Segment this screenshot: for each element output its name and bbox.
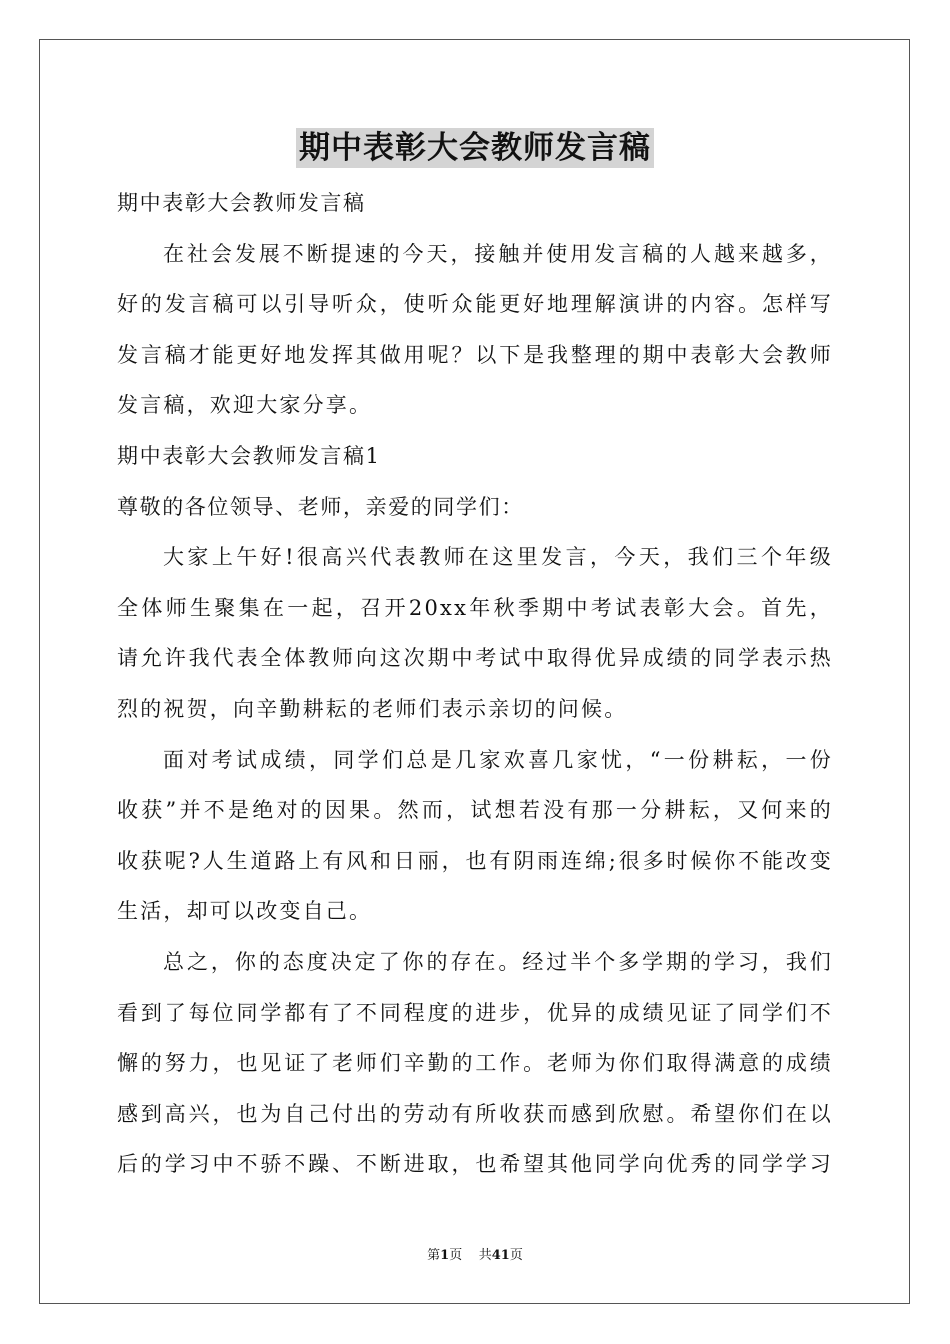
paragraph-line: 烈的祝贺，向辛勤耕耘的老师们表示亲切的问候。 — [117, 696, 628, 721]
paragraph-line: 全体师生聚集在一起，召开20xx年秋季期中考试表彰大会。首先， — [117, 595, 833, 620]
intro-paragraph — [117, 229, 833, 431]
paragraph-line: 面对考试成绩，同学们总是几家欢喜几家忧，“一份耕耘，一份 — [163, 747, 833, 772]
paragraph-line: 发言稿，欢迎大家分享。 — [117, 393, 373, 418]
page-number: 1 — [440, 1248, 450, 1263]
paragraph-line: 后的学习中不骄不躁、不断进取，也希望其他同学向优秀的同学学习 — [117, 1152, 833, 1177]
page-suffix: 页 — [449, 1248, 463, 1263]
body-paragraph-1 — [117, 532, 833, 734]
total-suffix: 页 — [509, 1248, 523, 1263]
section-heading: 期中表彰大会教师发言稿1 — [117, 443, 381, 468]
paragraph-line: 请允许我代表全体教师向这次期中考试中取得优异成绩的同学表示热 — [117, 646, 833, 671]
title-container — [0, 128, 950, 168]
paragraph-line: 好的发言稿可以引导听众，使听众能更好地理解演讲的内容。怎样写 — [117, 292, 833, 317]
document-title: 期中表彰大会教师发言稿 — [296, 128, 654, 168]
page-footer — [0, 1247, 950, 1265]
total-prefix: 共 — [478, 1248, 492, 1263]
document-body — [117, 178, 833, 1190]
page-prefix: 第 — [427, 1248, 441, 1263]
paragraph-line: 在社会发展不断提速的今天，接触并使用发言稿的人越来越多， — [163, 241, 833, 266]
document-subtitle: 期中表彰大会教师发言稿 — [117, 191, 366, 215]
body-paragraph-2 — [117, 735, 833, 937]
paragraph-line: 收获呢?人生道路上有风和日丽，也有阴雨连绵;很多时候你不能改变 — [117, 848, 833, 873]
paragraph-line: 看到了每位同学都有了不同程度的进步，优异的成绩见证了同学们不 — [117, 1000, 833, 1025]
paragraph-line: 收获”并不是绝对的因果。然而，试想若没有那一分耕耘，又何来的 — [117, 798, 833, 823]
paragraph-line: 感到高兴，也为自己付出的劳动有所收获而感到欣慰。希望你们在以 — [117, 1101, 833, 1126]
paragraph-line: 大家上午好!很高兴代表教师在这里发言，今天，我们三个年级 — [163, 545, 833, 570]
paragraph-line: 懈的努力，也见证了老师们辛勤的工作。老师为你们取得满意的成绩 — [117, 1051, 833, 1076]
paragraph-line: 总之，你的态度决定了你的存在。经过半个多学期的学习，我们 — [163, 949, 833, 974]
paragraph-line: 发言稿才能更好地发挥其做用呢？以下是我整理的期中表彰大会教师 — [117, 342, 833, 367]
paragraph-line: 生活，却可以改变自己。 — [117, 899, 373, 924]
salutation: 尊敬的各位领导、老师，亲爱的同学们： — [117, 494, 524, 519]
body-paragraph-3 — [117, 937, 833, 1190]
total-pages: 41 — [491, 1248, 510, 1263]
